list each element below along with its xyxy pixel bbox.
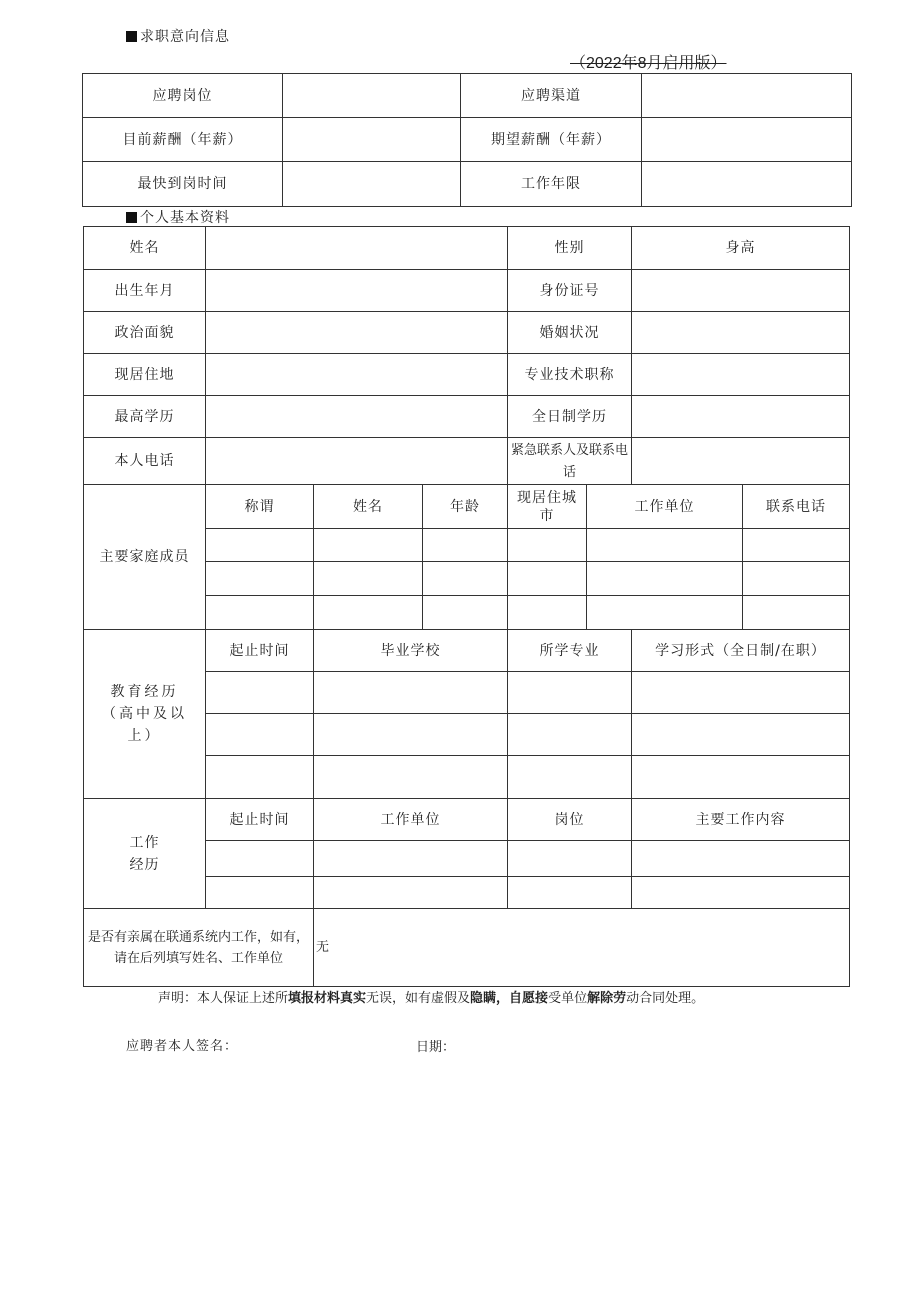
family-header-relation: 称谓 <box>206 485 314 529</box>
statement-bold: 隐瞒，自愿接 <box>470 991 549 1006</box>
label-channel: 应聘渠道 <box>461 74 642 118</box>
section-personal-label: 个人基本资料 <box>140 210 230 226</box>
square-bullet-icon <box>126 212 137 223</box>
family-header-phone: 联系电话 <box>743 485 850 529</box>
work-header-content: 主要工作内容 <box>632 799 850 841</box>
label-education: 教育经历（高中及以上） <box>84 630 206 799</box>
personal-info-table <box>83 226 850 987</box>
edu-cell[interactable] <box>206 714 314 756</box>
work-cell[interactable] <box>314 841 508 877</box>
family-cell[interactable] <box>206 562 314 596</box>
edu-header-mode: 学习形式（全日制/在职） <box>632 630 850 672</box>
family-header-name: 姓名 <box>314 485 423 529</box>
section-job-intent-title <box>126 26 230 46</box>
edu-cell[interactable] <box>632 672 850 714</box>
label-phone: 本人电话 <box>84 438 206 485</box>
statement-part: 无误，如有虚假及 <box>366 991 471 1006</box>
family-header-employer: 工作单位 <box>587 485 743 529</box>
label-height: 身高 <box>632 227 850 270</box>
input-birth[interactable] <box>206 270 508 312</box>
input-relatives[interactable] <box>314 909 850 987</box>
edu-cell[interactable] <box>314 714 508 756</box>
work-cell[interactable] <box>508 877 632 909</box>
label-work-years: 工作年限 <box>461 162 642 207</box>
input-professional-title[interactable] <box>632 354 850 396</box>
statement-bold: 填报材料真实 <box>288 991 367 1006</box>
label-emergency: 紧急联系人及联系电话 <box>508 438 632 485</box>
version-note: （2022年8月启用版） <box>570 55 727 72</box>
work-cell[interactable] <box>632 841 850 877</box>
label-professional-title: 专业技术职称 <box>508 354 632 396</box>
declaration-statement <box>158 987 704 1006</box>
family-cell[interactable] <box>587 529 743 562</box>
work-header-position: 岗位 <box>508 799 632 841</box>
section-personal-title <box>126 207 230 227</box>
family-cell[interactable] <box>743 562 850 596</box>
label-name: 姓名 <box>84 227 206 270</box>
label-position: 应聘岗位 <box>83 74 283 118</box>
label-residence: 现居住地 <box>84 354 206 396</box>
input-current-salary[interactable] <box>283 118 461 162</box>
work-cell[interactable] <box>632 877 850 909</box>
input-political[interactable] <box>206 312 508 354</box>
label-expected-salary: 期望薪酬（年薪） <box>461 118 642 162</box>
label-marital: 婚姻状况 <box>508 312 632 354</box>
square-bullet-icon <box>126 31 137 42</box>
label-gender: 性别 <box>508 227 632 270</box>
statement-bold: 解除劳 <box>587 991 627 1006</box>
work-cell[interactable] <box>508 841 632 877</box>
label-fulltime-edu: 全日制学历 <box>508 396 632 438</box>
input-earliest-start[interactable] <box>283 162 461 207</box>
statement-part: 动合同处理。 <box>626 991 705 1006</box>
edu-cell[interactable] <box>314 756 508 799</box>
family-cell[interactable] <box>206 596 314 630</box>
label-family: 主要家庭成员 <box>84 485 206 630</box>
label-political: 政治面貌 <box>84 312 206 354</box>
input-channel[interactable] <box>642 74 852 118</box>
statement-part: 受单位 <box>548 991 588 1006</box>
family-header-age: 年龄 <box>423 485 508 529</box>
family-cell[interactable] <box>508 529 587 562</box>
date-label: 日期： <box>416 1040 456 1055</box>
edu-cell[interactable] <box>508 714 632 756</box>
input-work-years[interactable] <box>642 162 852 207</box>
family-cell[interactable] <box>423 529 508 562</box>
edu-cell[interactable] <box>508 756 632 799</box>
edu-cell[interactable] <box>206 756 314 799</box>
edu-cell[interactable] <box>314 672 508 714</box>
statement-part: 声明：本人保证上述所 <box>158 991 289 1006</box>
family-header-city: 现居住城市 <box>508 485 587 529</box>
label-work: 工作经历 <box>84 799 206 909</box>
family-cell[interactable] <box>587 596 743 630</box>
relatives-question: 是否有亲属在联通系统内工作，如有，请在后列填写姓名、工作单位 <box>87 929 309 966</box>
family-cell[interactable] <box>743 529 850 562</box>
family-cell[interactable] <box>206 529 314 562</box>
input-name[interactable] <box>206 227 508 270</box>
label-current-salary: 目前薪酬（年薪） <box>83 118 283 162</box>
section-job-intent-label: 求职意向信息 <box>140 29 230 45</box>
input-fulltime-edu[interactable] <box>632 396 850 438</box>
label-birth: 出生年月 <box>84 270 206 312</box>
label-id-number: 身份证号 <box>508 270 632 312</box>
family-cell[interactable] <box>314 562 423 596</box>
label-earliest-start: 最快到岗时间 <box>83 162 283 207</box>
work-cell[interactable] <box>206 841 314 877</box>
family-cell[interactable] <box>314 596 423 630</box>
family-cell[interactable] <box>423 596 508 630</box>
edu-header-major: 所学专业 <box>508 630 632 672</box>
input-emergency[interactable] <box>632 438 850 485</box>
family-cell[interactable] <box>743 596 850 630</box>
family-cell[interactable] <box>587 562 743 596</box>
family-cell[interactable] <box>508 562 587 596</box>
input-residence[interactable] <box>206 354 508 396</box>
input-id-number[interactable] <box>632 270 850 312</box>
input-expected-salary[interactable] <box>642 118 852 162</box>
input-position[interactable] <box>283 74 461 118</box>
job-intent-table <box>82 73 852 207</box>
input-phone[interactable] <box>206 438 508 485</box>
edu-cell[interactable] <box>632 756 850 799</box>
input-marital[interactable] <box>632 312 850 354</box>
edu-cell[interactable] <box>632 714 850 756</box>
work-header-employer: 工作单位 <box>314 799 508 841</box>
work-header-period: 起止时间 <box>206 799 314 841</box>
edu-header-period: 起止时间 <box>206 630 314 672</box>
work-cell[interactable] <box>314 877 508 909</box>
family-cell[interactable] <box>508 596 587 630</box>
label-highest-edu: 最高学历 <box>84 396 206 438</box>
edu-header-school: 毕业学校 <box>314 630 508 672</box>
family-cell[interactable] <box>314 529 423 562</box>
input-highest-edu[interactable] <box>206 396 508 438</box>
signature-label: 应聘者本人签名： <box>126 1039 239 1054</box>
label-relatives <box>84 909 329 987</box>
family-cell[interactable] <box>423 562 508 596</box>
work-cell[interactable] <box>206 877 314 909</box>
edu-cell[interactable] <box>206 672 314 714</box>
relatives-answer: 无 <box>315 940 329 955</box>
edu-cell[interactable] <box>508 672 632 714</box>
